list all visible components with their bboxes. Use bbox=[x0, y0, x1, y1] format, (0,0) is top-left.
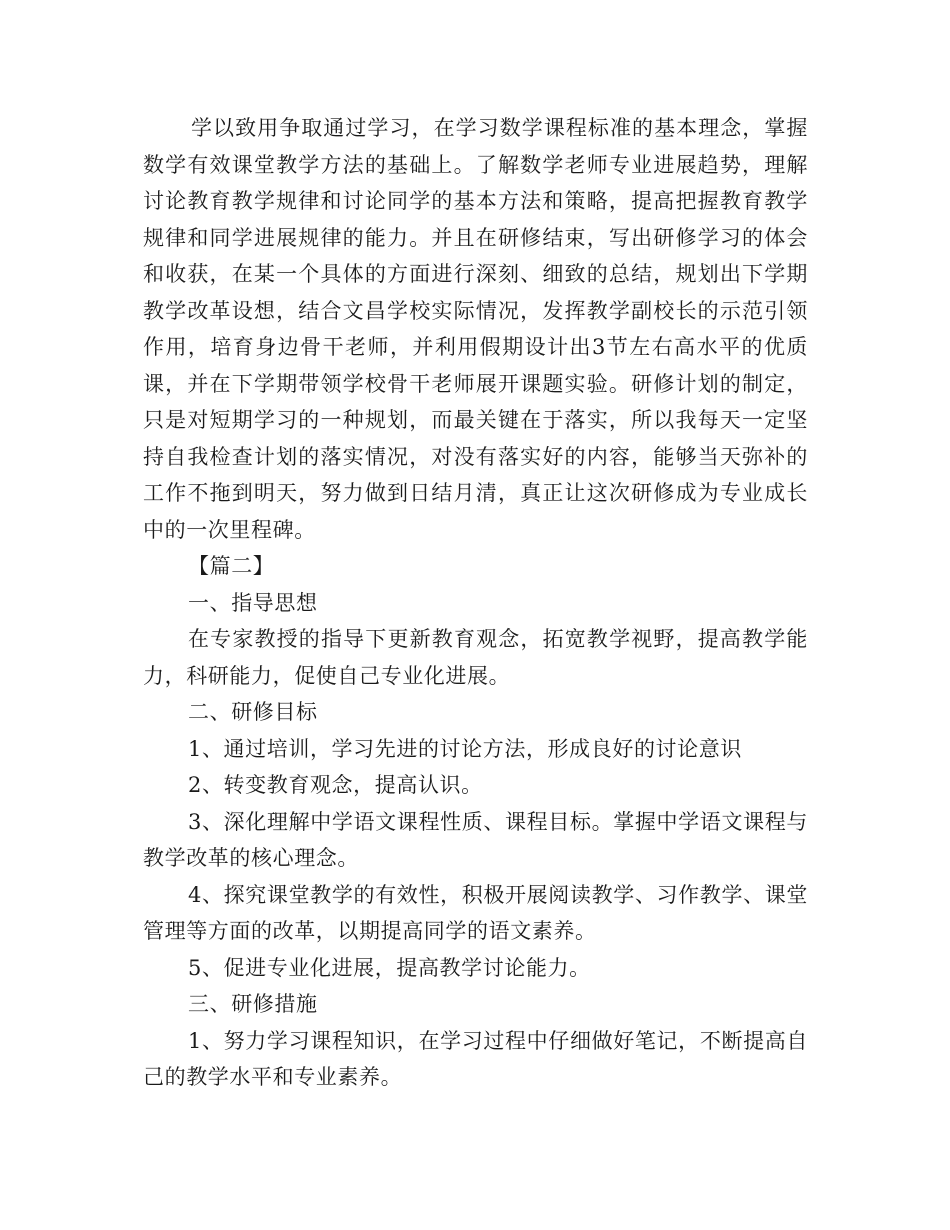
heading-study-measures: 三、研修措施 bbox=[188, 992, 318, 1016]
goal-item-3: 3、深化理解中学语文课程性质、课程目标。掌握中学语文课程与教学改革的核心理念。 bbox=[143, 809, 808, 870]
section-heading-part-two: 【篇二】 bbox=[188, 554, 275, 578]
heading-study-goals: 二、研修目标 bbox=[188, 700, 318, 724]
document-page bbox=[143, 110, 808, 1096]
paragraph-guiding-thought: 在专家教授的指导下更新教育观念，拓宽教学视野，提高教学能力，科研能力，促使自己专业化进展。 bbox=[143, 627, 808, 688]
measure-item-1: 1、努力学习课程知识，在学习过程中仔细做好笔记，不断提高自己的教学水平和专业素养。 bbox=[143, 1028, 808, 1089]
paragraph-study-plan: 学以致用争取通过学习，在学习数学课程标准的基本理念，掌握数学有效课堂教学方法的基础上。了解数学老师专业进展趋势，理解讨论教育教学规律和讨论同学的基本方法和策略，提高把握教育教学规律和同学进展规律的能力。并且在研修结束，写出研修学习的体会和收获，在某一个具体的方面进行深刻、细致的总结，规划出下学期教学改革设想，结合文昌学校实际情况，发挥教学副校长的示范引领作用，培育身边骨干老师，并利用假期设计出3节左右高水平的优质课，并在下学期带领学校骨干老师展开课题实验。研修计划的制定，只是对短期学习的一种规划，而最关键在于落实，所以我每天一定坚持自我检查计划的落实情况，对没有落实好的内容，能够当天弥补的工作不拖到明天，努力做到日结月清，真正让这次研修成为专业成长中的一次里程碑。 bbox=[143, 116, 808, 542]
goal-item-4: 4、探究课堂教学的有效性，积极开展阅读教学、习作教学、课堂管理等方面的改革，以期提高同学的语文素养。 bbox=[143, 882, 808, 943]
goal-item-1: 1、通过培训，学习先进的讨论方法，形成良好的讨论意识 bbox=[188, 736, 742, 761]
heading-guiding-thought: 一、指导思想 bbox=[188, 590, 318, 615]
goal-item-2: 2、转变教育观念，提高认识。 bbox=[188, 773, 483, 797]
goal-item-5: 5、促进专业化进展，提高教学讨论能力。 bbox=[188, 955, 591, 980]
